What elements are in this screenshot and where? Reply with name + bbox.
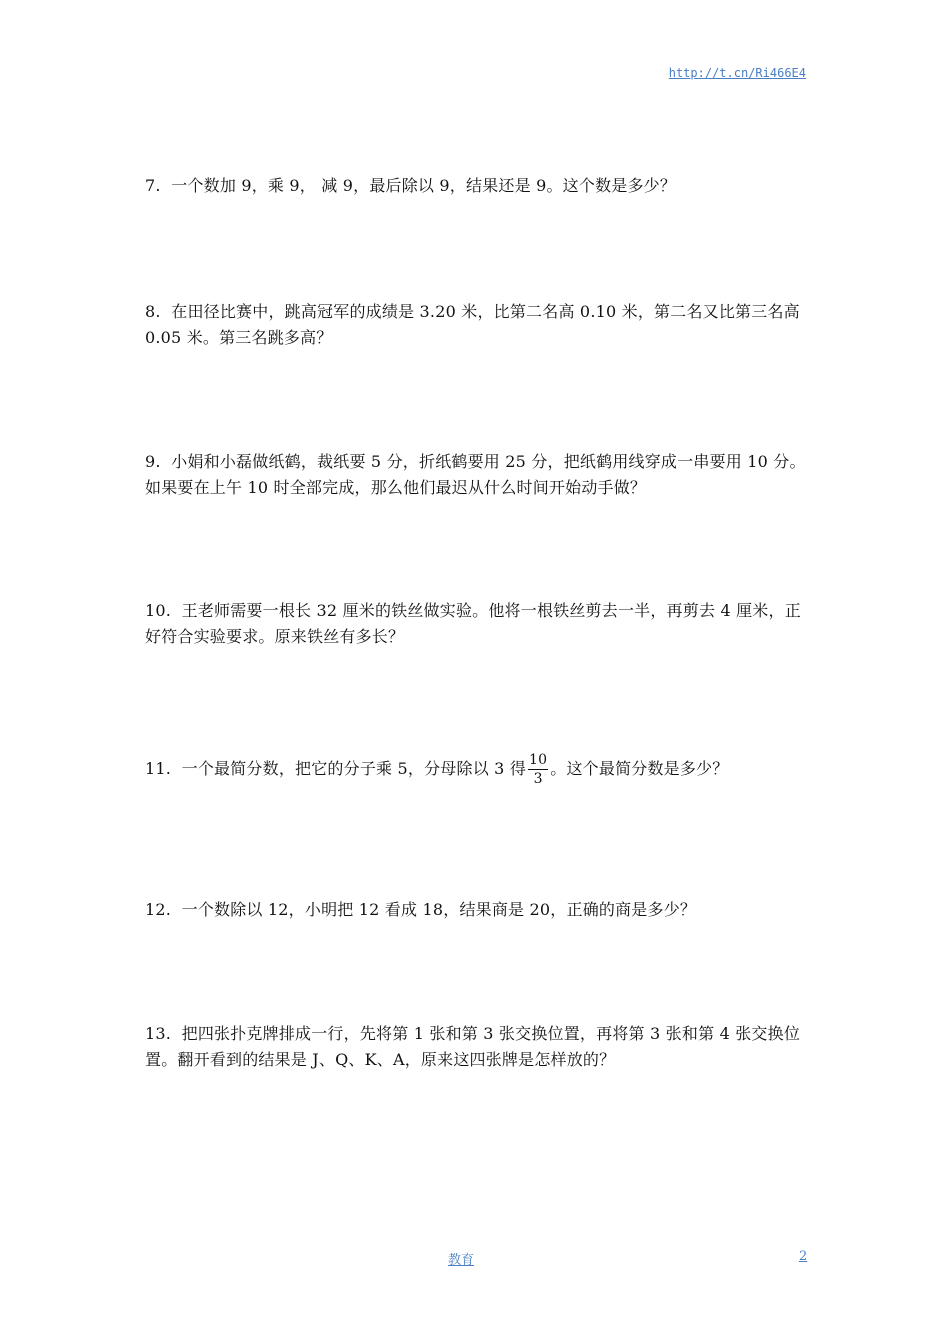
fraction-denominator: 3 xyxy=(533,771,543,787)
question-text: 在田径比赛中，跳高冠军的成绩是 3.20 米，比第二名高 0.10 米，第二名又比第三名高 0.05 米。第三名跳多高？ xyxy=(145,302,800,347)
footer-link[interactable]: 教育 xyxy=(448,1253,475,1268)
question-text: 王老师需要一根长 32 厘米的铁丝做实验。他将一根铁丝剪去一半，再剪去 4 厘米，正好符合实验要求。原来铁丝有多长？ xyxy=(145,601,801,646)
fraction xyxy=(528,752,548,787)
header-link[interactable]: http://t.cn/Ri466E4 xyxy=(668,66,806,80)
fraction-numerator: 10 xyxy=(529,752,548,768)
question-11 xyxy=(145,752,807,787)
question-text: 一个数除以 12，小明把 12 看成 18，结果商是 20，正确的商是多少？ xyxy=(181,900,697,919)
question-number: 10. xyxy=(145,601,172,620)
question-13 xyxy=(145,1021,807,1073)
question-number: 13. xyxy=(145,1024,172,1043)
question-text: 一个数加 9，乘 9， 减 9，最后除以 9，结果还是 9。这个数是多少？ xyxy=(171,176,677,195)
question-number: 8. xyxy=(145,302,161,321)
question-number: 11. xyxy=(145,759,172,778)
question-7 xyxy=(145,173,807,199)
question-12 xyxy=(145,897,807,923)
question-number: 12. xyxy=(145,900,172,919)
question-8 xyxy=(145,299,807,351)
question-number: 7. xyxy=(145,176,161,195)
question-9 xyxy=(145,449,807,501)
question-number: 9. xyxy=(145,452,161,471)
question-text-after: 。这个最简分数是多少？ xyxy=(550,759,729,778)
question-text: 小娟和小磊做纸鹤，裁纸要 5 分，折纸鹤要用 25 分，把纸鹤用线穿成一串要用 10 分。如果要在上午 10 时全部完成，那么他们最迟从什么时间开始动手做？ xyxy=(145,452,806,497)
question-10 xyxy=(145,598,807,650)
page-number[interactable]: 2 xyxy=(799,1249,808,1264)
question-text: 把四张扑克牌排成一行，先将第 1 张和第 3 张交换位置，再将第 3 张和第 4 张交换位置。翻开看到的结果是 J、Q、K、A，原来这四张牌是怎样放的？ xyxy=(145,1024,801,1069)
question-text-before: 一个最简分数，把它的分子乘 5，分母除以 3 得 xyxy=(181,759,527,778)
